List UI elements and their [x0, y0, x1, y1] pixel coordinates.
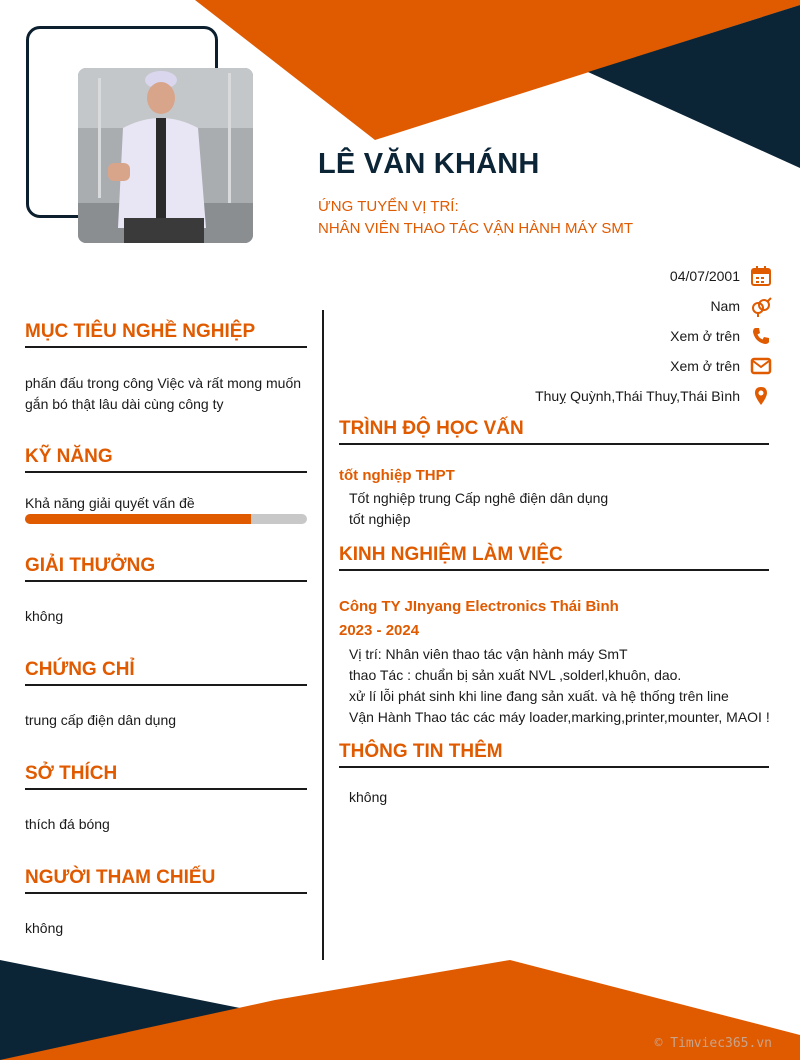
- calendar-icon: [750, 265, 772, 287]
- location-pin-icon: [750, 385, 772, 407]
- experience-details: [349, 644, 770, 728]
- column-divider: [322, 310, 324, 960]
- education-line-1: Tốt nghiệp trung Cấp nghê điện dân dụng: [349, 490, 609, 506]
- experience-period: 2023 - 2024: [339, 622, 420, 639]
- certificates-title: CHỨNG CHỈ: [25, 659, 135, 680]
- phone-icon: [750, 325, 772, 347]
- awards-rule: [25, 580, 307, 582]
- skills-title: KỸ NĂNG: [25, 446, 113, 467]
- extra-info-text: không: [349, 789, 388, 805]
- education-rule: [339, 443, 769, 445]
- references-title: NGƯỜI THAM CHIẾU: [25, 867, 216, 888]
- phone-text: Xem ở trên: [670, 328, 740, 344]
- objective-text: [25, 373, 301, 415]
- references-rule: [25, 892, 307, 894]
- gender-icon: [750, 295, 772, 317]
- certificates-text: trung cấp điện dân dụng: [25, 712, 177, 728]
- position-title: NHÂN VIÊN THAO TÁC VẬN HÀNH MÁY SMT: [318, 220, 634, 237]
- extra-info-rule: [339, 766, 769, 768]
- experience-title: KINH NGHIỆM LÀM VIỆC: [339, 544, 563, 565]
- education-school: tốt nghiệp THPT: [339, 467, 455, 484]
- objective-rule: [25, 346, 307, 348]
- objective-line-1: phấn đấu trong công Việc và rất mong muốn: [25, 375, 302, 391]
- address-text: Thuỵ Quỳnh,Thái Thuy,Thái Bình: [535, 388, 740, 404]
- applied-position: [318, 196, 633, 240]
- education-line-2: tốt nghiệp: [349, 511, 411, 527]
- education-title: TRÌNH ĐỘ HỌC VẤN: [339, 418, 524, 439]
- gender-row: [710, 294, 772, 318]
- hobbies-text: thích đá bóng: [25, 816, 110, 832]
- experience-rule: [339, 569, 769, 571]
- skill-level-bar: [25, 514, 307, 524]
- skill-level-fill: [25, 514, 251, 524]
- objective-title: MỤC TIÊU NGHỀ NGHIỆP: [25, 321, 256, 342]
- skill-name: Khả năng giải quyết vấn đề: [25, 495, 195, 511]
- dob-row: [670, 264, 772, 288]
- experience-line-4: Vận Hành Thao tác các máy loader,marking,printer,mounter, MAOI !: [349, 709, 770, 725]
- dob-text: 04/07/2001: [669, 268, 740, 284]
- awards-text: không: [25, 608, 64, 624]
- experience-company: Công TY JInyang Electronics Thái Bình: [339, 598, 619, 615]
- watermark: © Timviec365.vn: [654, 1036, 772, 1051]
- gender-text: Nam: [710, 298, 740, 314]
- skills-rule: [25, 471, 307, 473]
- extra-info-title: THÔNG TIN THÊM: [339, 741, 503, 762]
- certificates-rule: [25, 684, 307, 686]
- experience-line-3: xử lí lỗi phát sinh khi line đang sản xuất. và hệ thống trên line: [349, 688, 729, 704]
- email-icon: [750, 355, 772, 377]
- experience-line-1: Vị trí: Nhân viên thao tác vận hành máy SmT: [349, 646, 628, 662]
- objective-line-2: gắn bó thật lâu dài cùng công ty: [25, 396, 224, 412]
- avatar: [78, 68, 253, 243]
- candidate-name: LÊ VĂN KHÁNH: [318, 148, 540, 180]
- references-text: không: [25, 920, 64, 936]
- experience-line-2: thao Tác : chuẩn bị sản xuất NVL ,solderl,khuôn, dao.: [349, 667, 682, 683]
- email-text: Xem ở trên: [670, 358, 740, 374]
- hobbies-rule: [25, 788, 307, 790]
- apply-label: ỨNG TUYỂN VỊ TRÍ:: [318, 198, 459, 215]
- hobbies-title: SỞ THÍCH: [25, 763, 118, 784]
- phone-row: [670, 324, 772, 348]
- awards-title: GIẢI THƯỞNG: [25, 555, 156, 576]
- email-row: [670, 354, 772, 378]
- education-details: [349, 488, 608, 530]
- address-row: [535, 384, 772, 408]
